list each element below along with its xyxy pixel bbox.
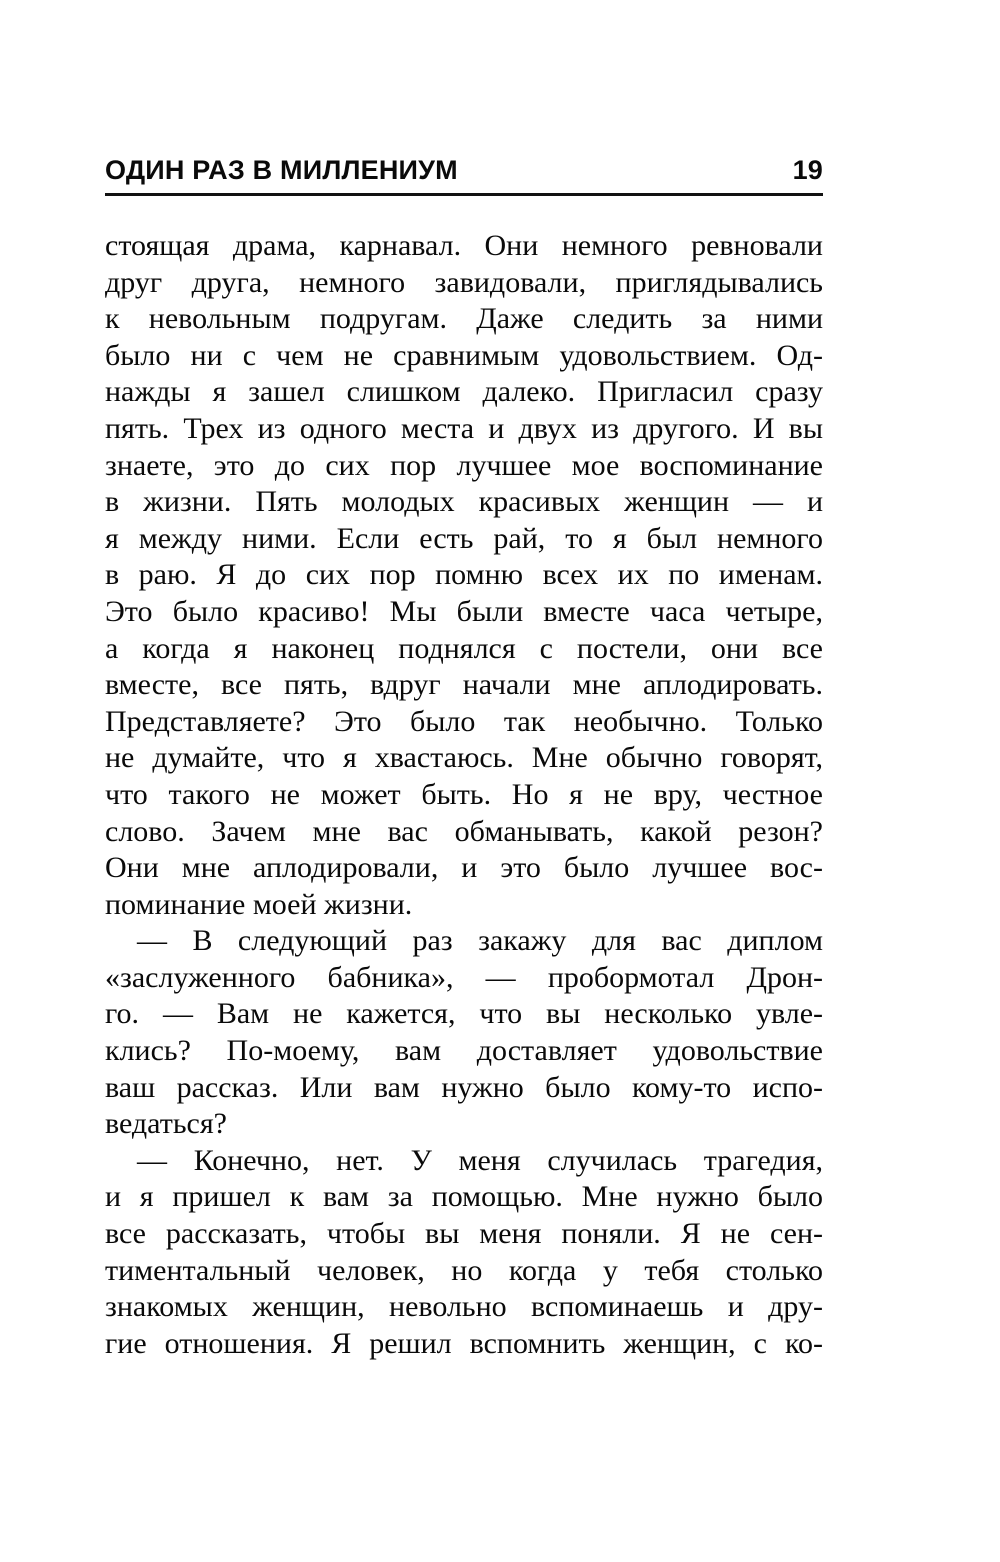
text-line: в жизни. Пять молодых красивых женщин — и [105, 485, 823, 519]
text-line: «заслуженного бабника», — пробормотал Дрон- [105, 960, 823, 994]
text-line: гие отношения. Я решил вспомнить женщин, с ко- [105, 1326, 823, 1360]
text-line: знакомых женщин, невольно вспоминаешь и дру- [105, 1290, 823, 1324]
text-line: пять. Трех из одного места и двух из другого. И вы [105, 411, 823, 445]
text-line: Представляете? Это было так необычно. Только [105, 704, 823, 738]
text-line: знаете, это до сих пор лучшее мое воспоминание [105, 448, 823, 482]
text-line: ваш рассказ. Или вам нужно было кому-то испо- [105, 1070, 823, 1104]
text-line: а когда я наконец поднялся с постели, они все [105, 631, 823, 665]
text-line: и я пришел к вам за помощью. Мне нужно было [105, 1180, 823, 1214]
text-line: я между ними. Если есть рай, то я был немного [105, 521, 823, 555]
text-line: тиментальный человек, но когда у тебя столько [105, 1253, 823, 1287]
page-content [105, 0, 823, 1362]
page-header [105, 155, 823, 185]
text-line: Они мне аплодировали, и это было лучшее вос- [105, 851, 823, 885]
text-line: го. — Вам не кажется, что вы несколько увле- [105, 997, 823, 1031]
text-line: вместе, все пять, вдруг начали мне аплодировать. [105, 668, 823, 702]
text-line: ведаться? [105, 1107, 227, 1141]
text-line: что такого не может быть. Но я не вру, честное [105, 777, 823, 811]
header-rule [105, 193, 823, 196]
text-line: поминание моей жизни. [105, 887, 413, 921]
text-line: друг друга, немного завидовали, приглядывались [105, 265, 823, 299]
text-line: — Конечно, нет. У меня случилась трагедия, [137, 1143, 823, 1177]
text-line: Это было красиво! Мы были вместе часа четыре, [105, 594, 823, 628]
text-line: было ни с чем не сравнимым удовольствием. Од- [105, 338, 823, 372]
text-line: не думайте, что я хвастаюсь. Мне обычно говорят, [105, 741, 823, 775]
text-line: — В следующий раз закажу для вас диплом [137, 924, 823, 958]
text-line: все рассказать, чтобы вы меня поняли. Я не сен- [105, 1217, 823, 1251]
text-line: в раю. Я до сих пор помню всех их по именам. [105, 558, 823, 592]
text-line: к невольным подругам. Даже следить за ними [105, 302, 823, 336]
text-block [105, 228, 823, 1362]
text-line: нажды я зашел слишком далеко. Пригласил сразу [105, 375, 823, 409]
running-title: ОДИН РАЗ В МИЛЛЕНИУМ [105, 155, 458, 185]
text-line: стоящая драма, карнавал. Они немного ревновали [105, 229, 823, 262]
page-number: 19 [792, 155, 823, 185]
text-line: слово. Зачем мне вас обманывать, какой резон? [105, 814, 823, 848]
text-line: клись? По-моему, вам доставляет удовольствие [105, 1034, 823, 1068]
